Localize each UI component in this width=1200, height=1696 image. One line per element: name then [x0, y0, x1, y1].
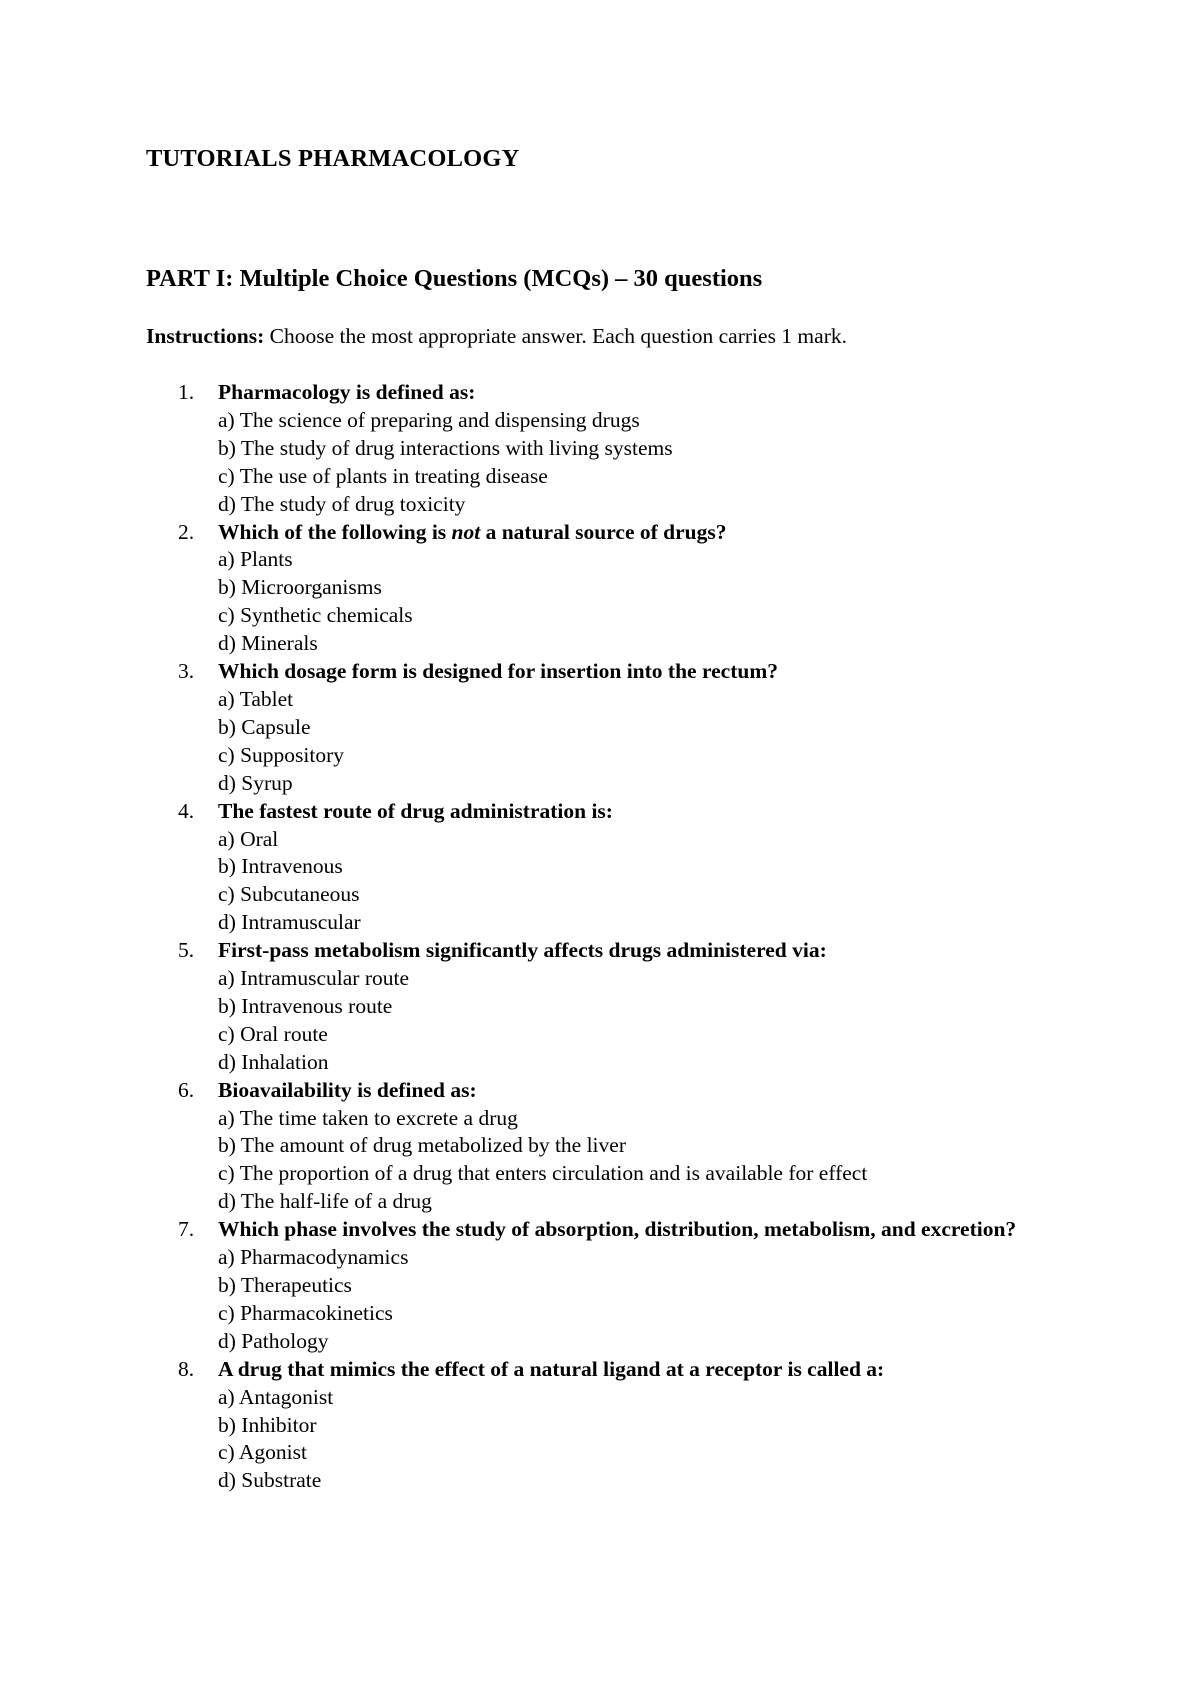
- question-item: [146, 658, 1046, 798]
- answer-option: d) Pathology: [218, 1328, 329, 1353]
- question-number: 6.: [178, 1077, 195, 1102]
- instructions-text: Choose the most appropriate answer. Each question carries 1 mark.: [264, 324, 847, 348]
- question-number: 8.: [178, 1356, 195, 1381]
- document-title: TUTORIALS PHARMACOLOGY: [146, 145, 520, 172]
- answer-option: d) The half-life of a drug: [218, 1189, 432, 1214]
- answer-option: a) Tablet: [218, 686, 294, 711]
- question-stem: [218, 1077, 1046, 1105]
- answer-option: c) Suppository: [218, 742, 345, 767]
- answer-option: d) Substrate: [218, 1468, 322, 1493]
- question-stem-text: Pharmacology is defined as:: [218, 380, 476, 404]
- question-stem: [218, 798, 1046, 826]
- answer-option: b) Intravenous: [218, 854, 343, 879]
- question-item: [146, 379, 1046, 519]
- answer-option: d) The study of drug toxicity: [218, 491, 466, 516]
- question-number: 2.: [178, 519, 195, 544]
- question-stem-text-after: a natural source of drugs?: [480, 519, 727, 544]
- question-number: 3.: [178, 659, 195, 684]
- answer-option: b) The study of drug interactions with living systems: [218, 435, 673, 460]
- answer-option: b) Capsule: [218, 714, 311, 739]
- answer-option: c) The proportion of a drug that enters circulation and is available for effect: [218, 1161, 868, 1186]
- question-stem: [218, 1356, 1046, 1384]
- question-stem-text: Bioavailability is defined as:: [218, 1077, 477, 1102]
- answer-option: d) Inhalation: [218, 1049, 329, 1074]
- answer-option: d) Syrup: [218, 770, 293, 795]
- instructions: [146, 324, 847, 349]
- answer-option: b) Microorganisms: [218, 575, 382, 600]
- instructions-label: Instructions:: [146, 324, 265, 348]
- answer-option: b) Therapeutics: [218, 1273, 352, 1297]
- answer-option: a) Intramuscular route: [218, 966, 410, 991]
- question-number: 7.: [178, 1217, 195, 1242]
- question-stem-text: Which of the following is: [218, 519, 452, 544]
- question-list: [146, 379, 1046, 1495]
- answer-option: a) Plants: [218, 547, 293, 572]
- question-item: [146, 1216, 1046, 1356]
- answer-option: c) Pharmacokinetics: [218, 1300, 393, 1325]
- part-heading: PART I: Multiple Choice Questions (MCQs) – 30 questions: [146, 265, 763, 292]
- question-item: [146, 519, 1046, 659]
- question-item: [146, 1077, 1046, 1217]
- question-item: [146, 798, 1046, 938]
- answer-option: d) Intramuscular: [218, 910, 361, 935]
- question-number: 1.: [178, 380, 195, 404]
- question-stem-text: First-pass metabolism significantly affects drugs administered via:: [218, 938, 827, 963]
- answer-option: c) Subcutaneous: [218, 882, 360, 907]
- answer-option: a) Oral: [218, 826, 279, 851]
- answer-option: b) Inhibitor: [218, 1412, 317, 1437]
- answer-option: d) Minerals: [218, 631, 318, 656]
- question-stem: [218, 519, 1046, 547]
- question-stem-text: The fastest route of drug administration is:: [218, 798, 613, 823]
- question-stem: [218, 658, 1046, 686]
- question-stem: [218, 937, 1046, 965]
- answer-option: c) Synthetic chemicals: [218, 603, 413, 628]
- question-item: [146, 937, 1046, 1077]
- question-stem: [218, 1216, 1046, 1244]
- question-stem-text: A drug that mimics the effect of a natural ligand at a receptor is called a:: [218, 1356, 885, 1381]
- answer-option: a) Pharmacodynamics: [218, 1245, 409, 1270]
- answer-option: a) Antagonist: [218, 1384, 334, 1409]
- answer-option: a) The science of preparing and dispensing drugs: [218, 407, 640, 432]
- question-number: 4.: [178, 798, 195, 823]
- answer-option: b) The amount of drug metabolized by the liver: [218, 1133, 626, 1158]
- question-stem-text: Which dosage form is designed for insertion into the rectum?: [218, 659, 778, 684]
- question-stem-text: Which phase involves the study of absorption, distribution, metabolism, and excretion?: [218, 1217, 1017, 1242]
- question-stem-emphasis: not: [451, 519, 481, 544]
- question-stem: [218, 379, 1046, 407]
- answer-option: c) Oral route: [218, 1021, 328, 1046]
- answer-option: c) Agonist: [218, 1440, 307, 1465]
- question-number: 5.: [178, 938, 195, 963]
- question-item: [146, 1356, 1046, 1496]
- answer-option: a) The time taken to excrete a drug: [218, 1105, 518, 1130]
- answer-option: c) The use of plants in treating disease: [218, 463, 548, 488]
- answer-option: b) Intravenous route: [218, 993, 393, 1018]
